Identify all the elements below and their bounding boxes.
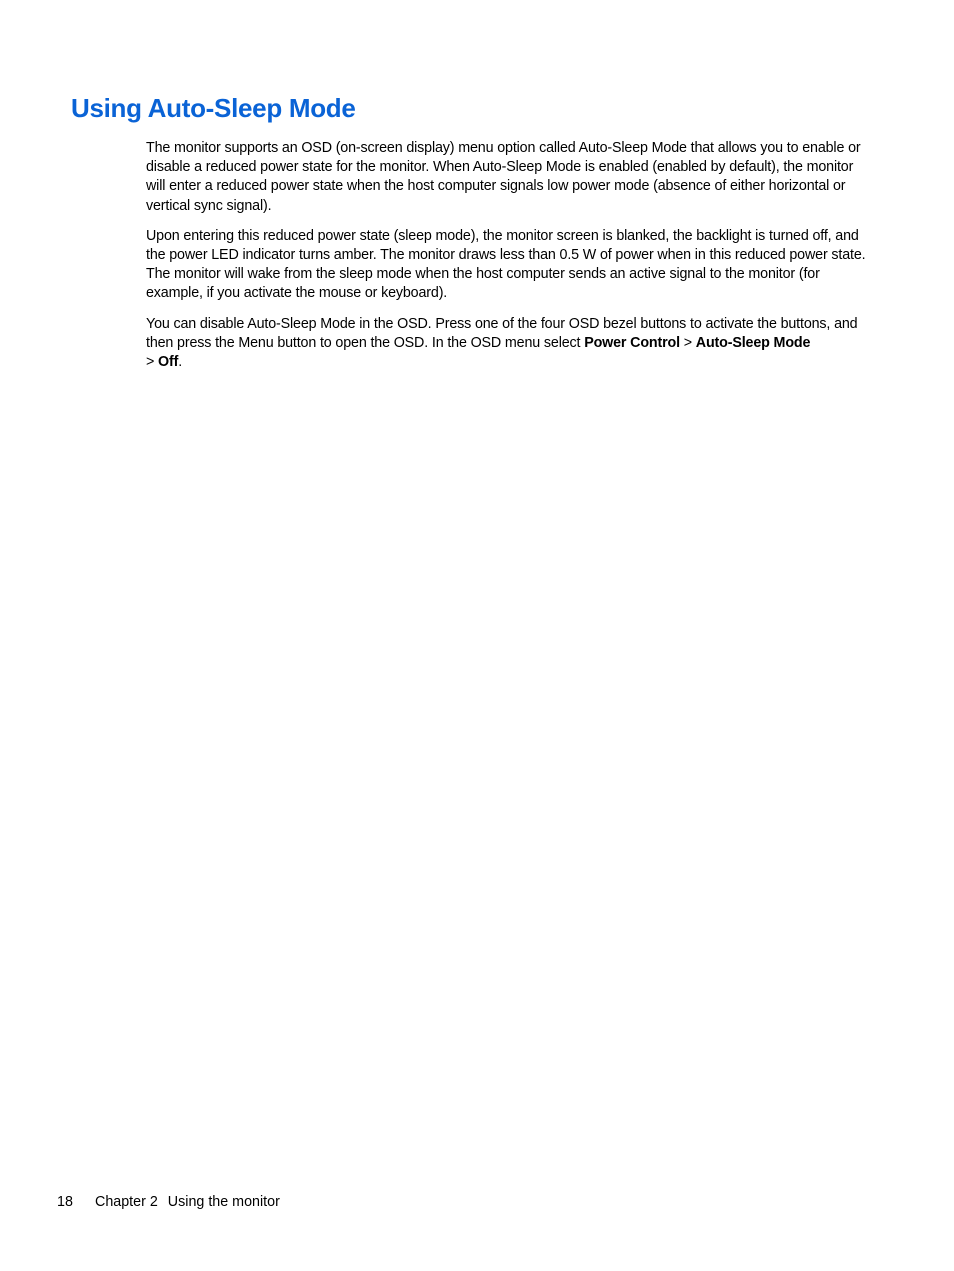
menu-path-auto-sleep-mode: Auto-Sleep Mode (695, 334, 811, 351)
paragraph-intro: The monitor supports an OSD (on-screen display) menu option called Auto-Sleep Mode that allows you to enable or disable a reduced power state for the monitor. When Auto-Sleep Mode is enabled (enabled by default), the monitor will enter a reduced power state when the host computer signals low power mode (absence of either horizontal or vertical sync signal). (146, 140, 861, 214)
menu-path-separator: > (679, 334, 696, 351)
chapter-title: Using the monitor (167, 1194, 280, 1210)
menu-path-off: Off (158, 354, 179, 371)
chapter-label: Chapter 2 (95, 1194, 158, 1210)
sentence-end: . (178, 354, 183, 371)
paragraph-disable-instructions (146, 315, 866, 373)
instruction-text: You can disable Auto-Sleep Mode in the OSD. Press one of the four OSD bezel buttons to activate the buttons, and then press the Menu button to open the OSD. In the OSD menu select (146, 315, 858, 351)
page-footer (57, 1193, 280, 1212)
page-title: Using Auto-Sleep Mode (71, 93, 356, 123)
menu-path-power-control: Power Control (584, 334, 680, 351)
page-number: 18 (57, 1194, 73, 1210)
menu-path-separator: > (146, 354, 159, 371)
body-text (146, 139, 866, 383)
paragraph-sleep-state: Upon entering this reduced power state (sleep mode), the monitor screen is blanked, the backlight is turned off, and the power LED indicator turns amber. The monitor draws less than 0.5 W of power when in this reduced power state. The monitor will wake from the sleep mode when the host computer sends an active signal to the monitor (for example, if you activate the mouse or keyboard). (146, 227, 866, 302)
